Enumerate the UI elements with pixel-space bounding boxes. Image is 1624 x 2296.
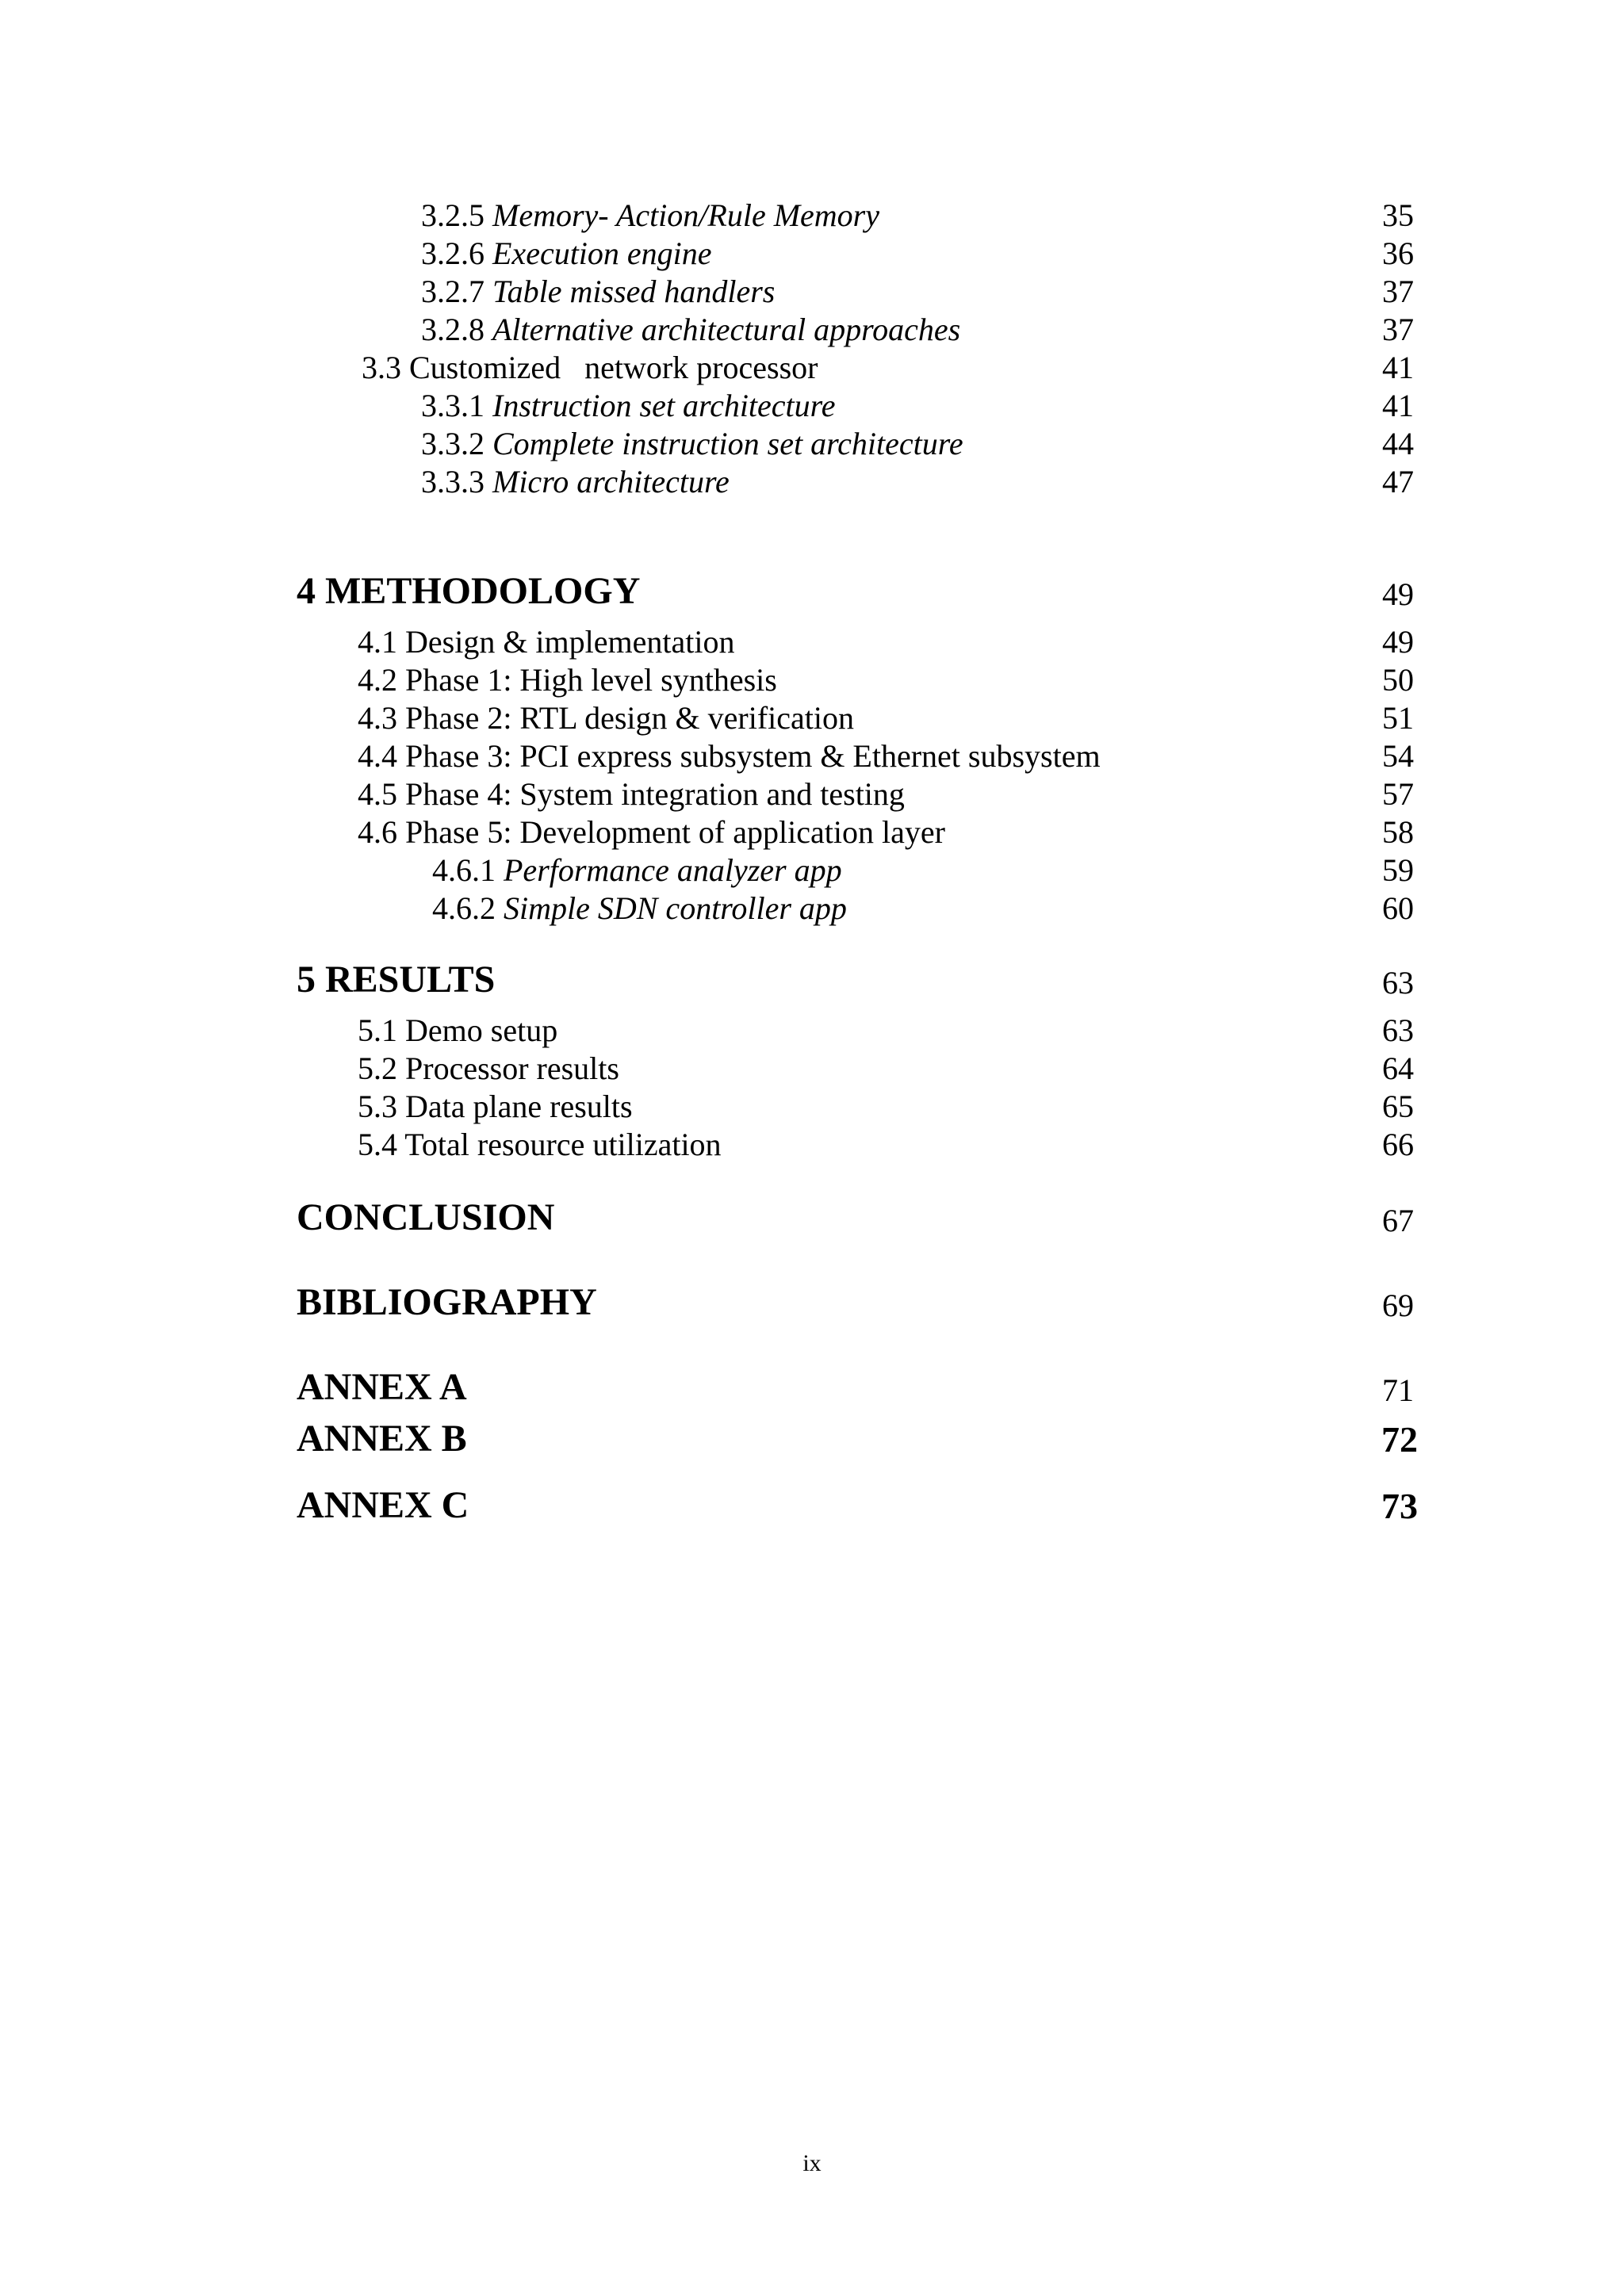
toc-entry-label: 4.6.2 Simple SDN controller app	[432, 890, 847, 926]
toc-entry-label: 3.3.1 Instruction set architecture	[421, 388, 836, 423]
toc-entry-label: 4.2 Phase 1: High level synthesis	[358, 662, 777, 698]
toc-entry-label: 3.2.6 Execution engine	[421, 235, 712, 271]
toc-entry-page: 71	[1382, 1372, 1414, 1408]
toc-entry-label: 4.4 Phase 3: PCI express subsystem & Ethernet subsystem	[358, 738, 1101, 774]
toc-entry-label: 5.2 Processor results	[358, 1050, 619, 1086]
toc-entry-page: 54	[1382, 738, 1414, 774]
toc-entry-page: 37	[1382, 274, 1414, 309]
toc-bibliography	[0, 1274, 1624, 1322]
toc-entry-4-6-2	[0, 877, 1624, 924]
toc-chapter-title: ANNEX A	[297, 1366, 467, 1408]
toc-entry-page: 69	[1382, 1288, 1414, 1323]
toc-annex-b	[0, 1410, 1624, 1458]
toc-entry-page: 72	[1381, 1419, 1418, 1460]
toc-entry-label: 5.4 Total resource utilization	[358, 1127, 722, 1162]
toc-entry-page: 50	[1382, 662, 1414, 698]
toc-entry-page: 35	[1382, 197, 1414, 233]
toc-conclusion	[0, 1189, 1624, 1237]
toc-entry-3-3-3	[0, 450, 1624, 498]
toc-chapter-title: 5 RESULTS	[297, 959, 496, 1001]
toc-entry-label: 3.2.5 Memory- Action/Rule Memory	[421, 197, 879, 233]
toc-annex-c	[0, 1477, 1624, 1525]
toc-chapter-4	[0, 563, 1624, 610]
toc-entry-page: 63	[1382, 965, 1414, 1001]
toc-entry-label: 3.3.2 Complete instruction set architecture	[421, 426, 963, 461]
toc-entry-label: 3.2.7 Table missed handlers	[421, 274, 776, 309]
toc-entry-label: 4.6.1 Performance analyzer app	[432, 852, 842, 888]
toc-chapter-title: ANNEX B	[297, 1418, 467, 1460]
toc-entry-page: 59	[1382, 852, 1414, 888]
toc-entry-label: 4.6 Phase 5: Development of application layer	[358, 814, 945, 850]
toc-entry-page: 37	[1382, 312, 1414, 347]
toc-entry-page: 63	[1382, 1012, 1414, 1048]
toc-annex-a	[0, 1359, 1624, 1406]
toc-entry-label: 5.3 Data plane results	[358, 1089, 633, 1124]
toc-entry-label: 4.1 Design & implementation	[358, 624, 735, 660]
toc-entry-page: 41	[1382, 388, 1414, 423]
toc-entry-label: 3.3 Customized network processor	[362, 350, 818, 385]
toc-entry-page: 44	[1382, 426, 1414, 461]
toc-entry-page: 47	[1382, 464, 1414, 499]
toc-entry-page: 58	[1382, 814, 1414, 850]
toc-entry-label: 5.1 Demo setup	[358, 1012, 558, 1048]
toc-entry-page: 67	[1382, 1203, 1414, 1238]
toc-entry-page: 36	[1382, 235, 1414, 271]
toc-chapter-title: 4 METHODOLOGY	[297, 570, 641, 612]
toc-chapter-5	[0, 951, 1624, 999]
toc-chapter-title: BIBLIOGRAPHY	[297, 1281, 597, 1323]
toc-entry-label: 4.5 Phase 4: System integration and testing	[358, 776, 905, 812]
toc-entry-page: 64	[1382, 1050, 1414, 1086]
page-number: ix	[802, 2150, 822, 2176]
toc-entry-label: 4.3 Phase 2: RTL design & verification	[358, 700, 854, 736]
toc-entry-page: 60	[1382, 890, 1414, 926]
toc-entry-5-4	[0, 1113, 1624, 1161]
toc-entry-page: 73	[1381, 1486, 1418, 1526]
toc-chapter-title: CONCLUSION	[297, 1196, 555, 1238]
toc-entry-page: 57	[1382, 776, 1414, 812]
toc-entry-page: 65	[1382, 1089, 1414, 1124]
toc-entry-page: 66	[1382, 1127, 1414, 1162]
toc-chapter-title: ANNEX C	[297, 1484, 469, 1526]
toc-entry-page: 41	[1382, 350, 1414, 385]
toc-entry-page: 49	[1382, 576, 1414, 612]
toc-entry-label: 3.2.8 Alternative architectural approaches	[421, 312, 961, 347]
toc-entry-page: 51	[1382, 700, 1414, 736]
toc-entry-page: 49	[1382, 624, 1414, 660]
toc-entry-label: 3.3.3 Micro architecture	[421, 464, 730, 499]
